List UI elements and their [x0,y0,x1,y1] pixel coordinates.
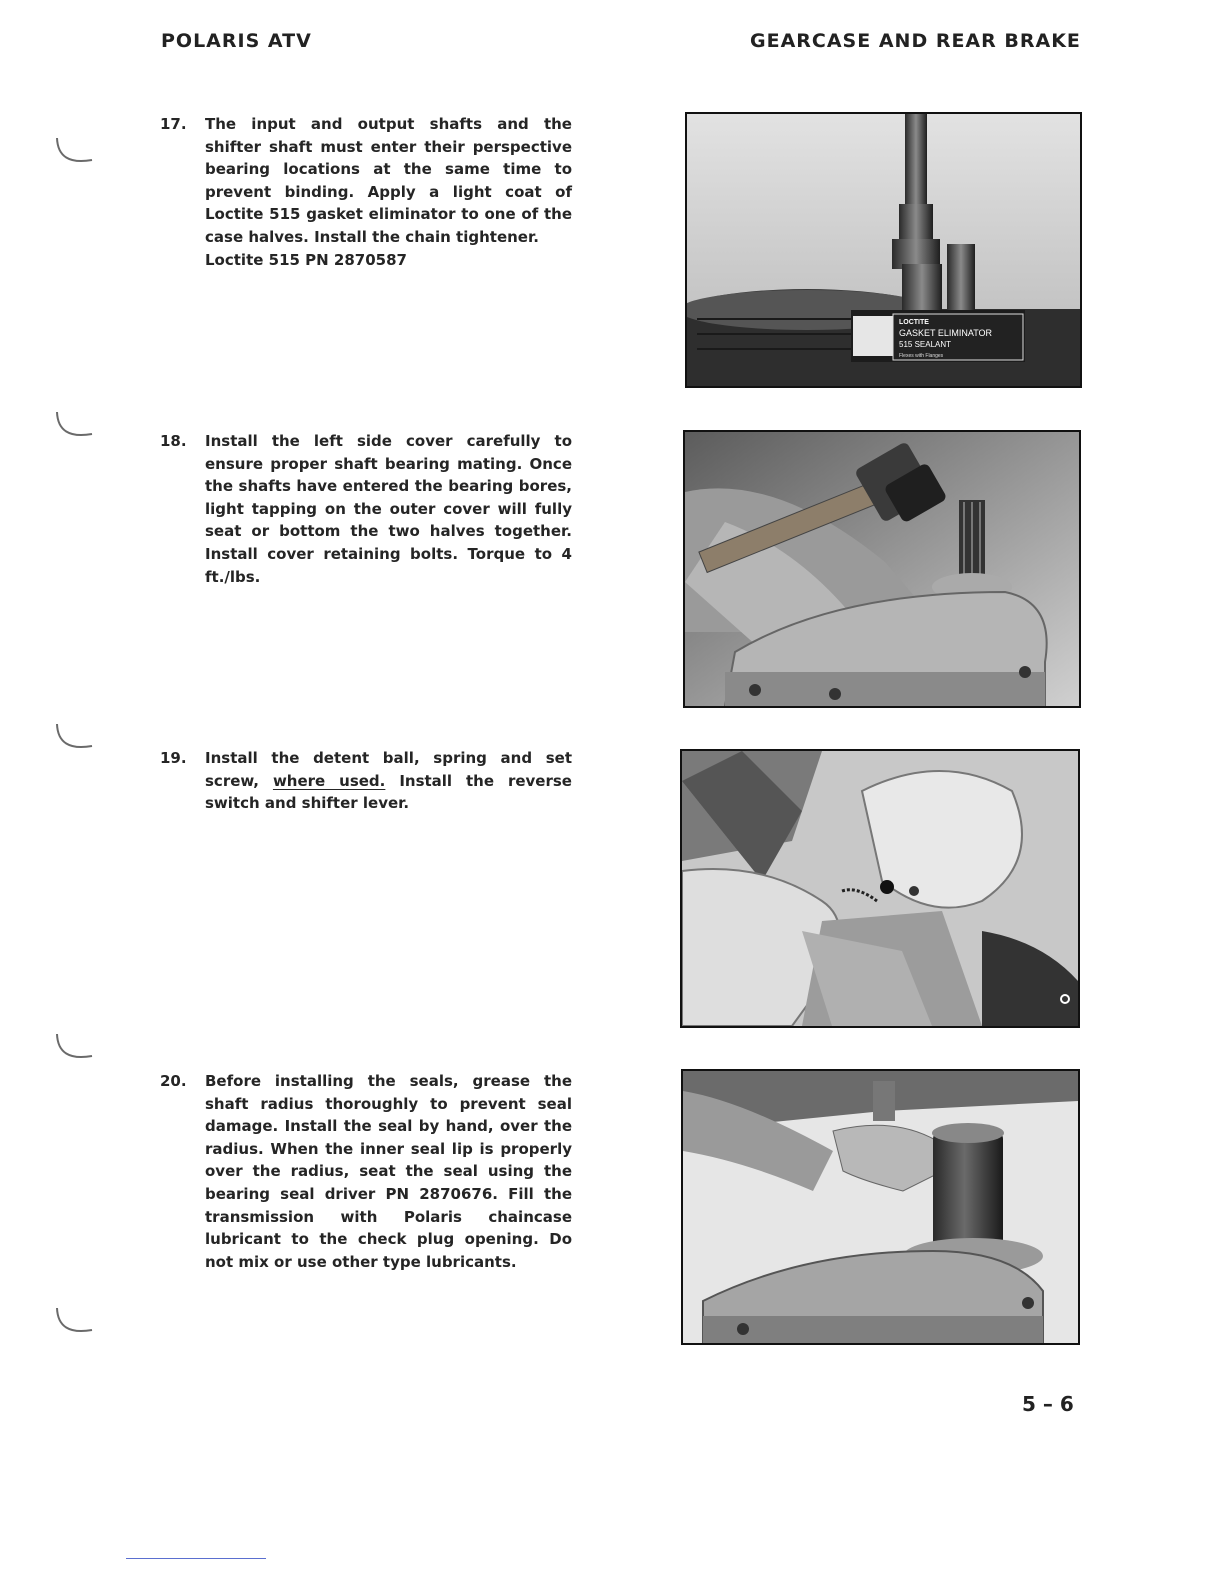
photo-step-18 [683,430,1081,708]
step-number: 17. [160,115,187,133]
photo-step-17 [685,112,1082,388]
step-20 [160,1070,572,1273]
step-note: Loctite 515 PN 2870587 [205,250,407,269]
step-17 [160,113,572,271]
step-text: The input and output shafts and the shifter shaft must enter their perspective bearing locations at the same time to prevent binding. Apply a light coat of Loctite 515 gasket eliminator to one of the case halves. Install the chain tightener. [205,115,572,246]
step-text-underlined: where used. [272,771,386,790]
step-text: Before installing the seals, grease the shaft radius thoroughly to prevent seal damage. Install the seal by hand, over the radius. When the inner seal lip is properly over the radius, seat the seal using the bearing seal driver PN 2870676. Fill the transmission with Polaris chaincase lubricant to the check plug opening. Do not mix or use other type lubricants. [205,1072,572,1271]
photo-label-brand: LOCTITE [899,319,929,326]
footer-rule [126,1558,266,1559]
photo-label-line2: 515 SEALANT [899,340,952,349]
photo-label-line1: GASKET ELIMINATOR [899,328,993,338]
step-number: 18. [160,432,187,450]
photo-label-line3: Flexes with Flanges [899,353,944,359]
header-title-right: GEARCASE AND REAR BRAKE [750,30,1081,52]
photo-step-20 [681,1069,1080,1345]
binder-hole-mark [54,722,94,756]
page-number: 5 – 6 [1022,1392,1074,1416]
step-number: 20. [160,1072,187,1090]
step-text: Install the detent ball, spring and set screw, [205,749,572,790]
binder-hole-mark [54,136,94,170]
step-text: Install the left side cover carefully to ensure proper shaft bearing mating. Once the shafts have entered the bearing bores, light tapping on the outer cover will fully seat or bottom the two halves together. Install cover retaining bolts. Torque to 4 ft./lbs. [205,432,572,586]
binder-hole-mark [54,1306,94,1340]
binder-hole-mark [54,410,94,444]
step-text: Install the reverse switch and shifter lever. [205,771,572,813]
step-18 [160,430,572,588]
photo-step-19 [680,749,1080,1028]
header-title-left: POLARIS ATV [161,30,312,52]
step-19 [160,747,572,815]
step-number: 19. [160,749,187,767]
binder-hole-mark [54,1032,94,1066]
